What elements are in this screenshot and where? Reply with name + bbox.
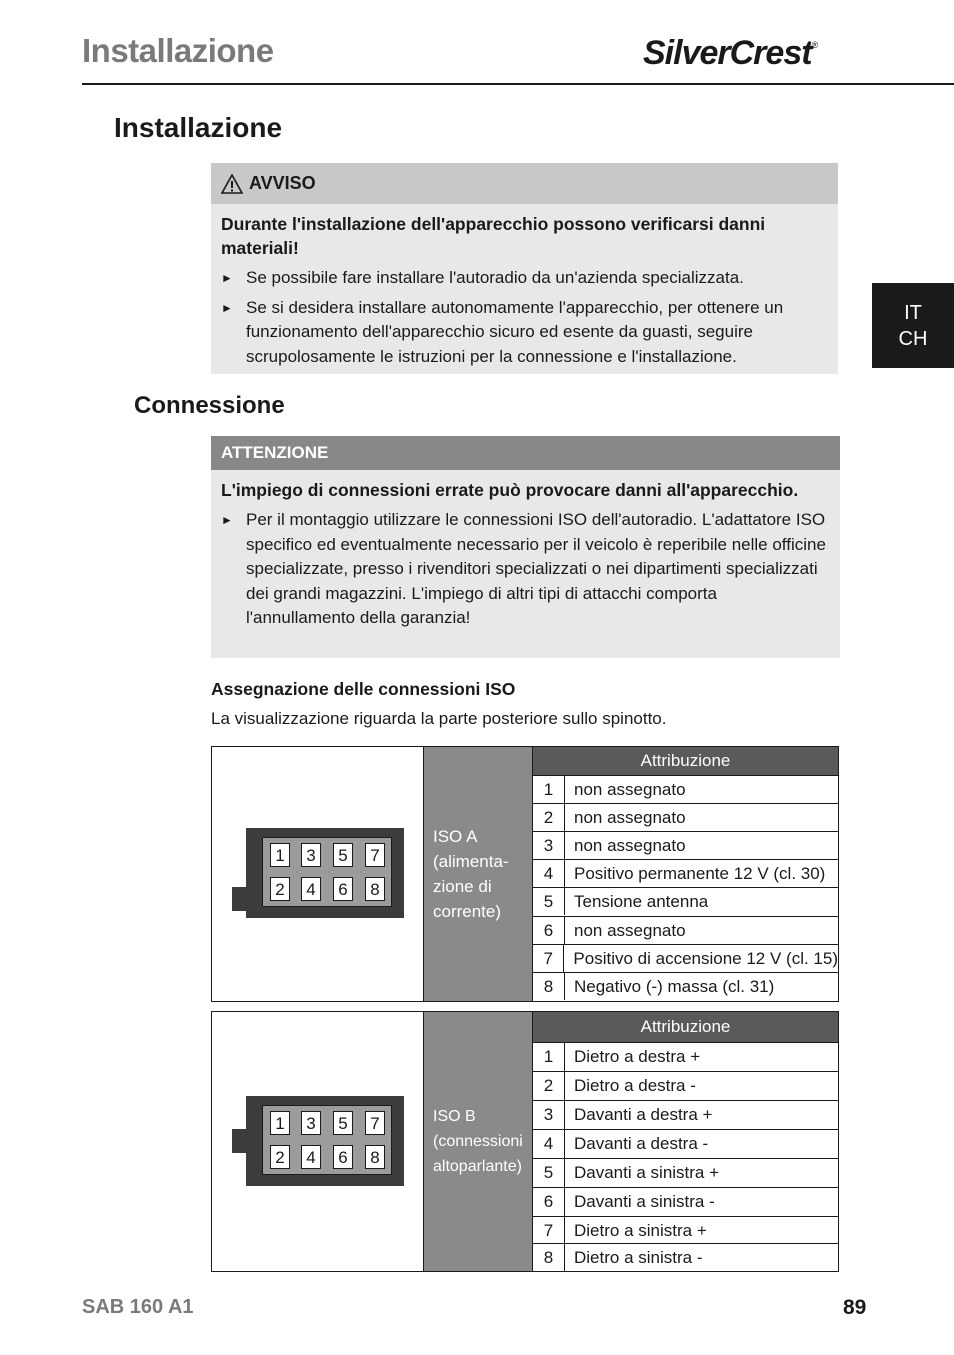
- row-number: 6: [533, 1188, 565, 1216]
- language-tab-ch: CH: [898, 328, 928, 350]
- row-number: 2: [533, 804, 565, 831]
- table-row: [533, 859, 838, 887]
- row-number: 4: [533, 860, 565, 887]
- iso-a-label: ISO A (alimenta-zione di corrente): [424, 747, 533, 1001]
- warning-header: [211, 163, 838, 204]
- warning-bold-text: Durante l'installazione dell'apparecchio possono verificarsi danni materiali!: [221, 214, 766, 258]
- row-text: Davanti a sinistra +: [574, 1163, 720, 1182]
- pin-label: 6: [333, 877, 353, 901]
- bullet-arrow-icon: ►: [221, 300, 233, 315]
- table-row: [533, 1216, 838, 1244]
- row-number: 6: [533, 917, 565, 944]
- row-text: Davanti a destra +: [574, 1105, 713, 1124]
- row-number: 2: [533, 1072, 565, 1100]
- table-row: [533, 1243, 838, 1271]
- iso-b-connector-cell: [212, 1012, 424, 1271]
- iso-assignment-description: La visualizzazione riguarda la parte posteriore sullo spinotto.: [211, 709, 667, 728]
- table-row: [533, 972, 838, 1000]
- table-row: [533, 775, 838, 803]
- brand-second: Crest: [729, 34, 812, 72]
- iso-b-table: [211, 1011, 839, 1272]
- row-text: Davanti a sinistra -: [574, 1192, 715, 1211]
- pin-label: 4: [301, 1145, 321, 1169]
- row-text: non assegnato: [574, 921, 686, 940]
- iso-b-attribution-header: Attribuzione: [533, 1012, 838, 1042]
- pin-label: 6: [333, 1145, 353, 1169]
- warning-box: [211, 163, 838, 374]
- row-number: 7: [533, 945, 564, 972]
- page-number: 89: [843, 1296, 867, 1319]
- pin-label: 7: [365, 843, 385, 867]
- iso-b-connector-diagram: [232, 1096, 404, 1186]
- row-number: 5: [533, 888, 565, 915]
- pin-label: 1: [270, 1111, 290, 1135]
- table-row: [533, 1129, 838, 1158]
- pin-label: 2: [270, 877, 290, 901]
- pin-label: 5: [333, 843, 353, 867]
- pin-label: 8: [365, 1145, 385, 1169]
- pin-label: 5: [333, 1111, 353, 1135]
- row-text: Positivo di accensione 12 V (cl. 15): [573, 949, 838, 968]
- iso-a-attribution-header: Attribuzione: [533, 747, 838, 775]
- pin-label: 7: [365, 1111, 385, 1135]
- iso-assignment-title: Assegnazione delle connessioni ISO: [211, 679, 516, 699]
- caution-header: ATTENZIONE: [211, 436, 840, 470]
- pin-label: 4: [301, 877, 321, 901]
- warning-bullet: [211, 266, 838, 291]
- table-row: [533, 1071, 838, 1100]
- row-number: 8: [533, 973, 565, 1000]
- warning-bullet-text: Se si desidera installare autonomamente l'apparecchio, per ottenere un funzionamento dell'apparecchio sicuro ed esente da guasti, seguire scrupolosamente le istruzioni per la connessione e l'installazione.: [246, 297, 784, 366]
- row-number: 1: [533, 1043, 565, 1071]
- iso-a-table: [211, 746, 839, 1002]
- warning-bullet-text: Se possibile fare installare l'autoradio da un'azienda specializzata.: [246, 268, 744, 287]
- connector-key: [232, 887, 252, 911]
- language-tab: [872, 283, 954, 368]
- caution-bold-text: L'impiego di connessioni errate può provocare danni all'apparecchio.: [221, 480, 799, 500]
- row-text: Dietro a sinistra +: [574, 1221, 707, 1240]
- table-row: [533, 1158, 838, 1187]
- caution-box: [211, 436, 840, 658]
- brand-main: Silver: [643, 34, 730, 72]
- header-title: Installazione: [82, 32, 274, 69]
- pin-label: 1: [270, 843, 290, 867]
- warning-bullet: [211, 296, 838, 370]
- row-text: Positivo permanente 12 V (cl. 30): [574, 864, 826, 883]
- connector-key: [232, 1129, 252, 1153]
- table-row: [533, 1042, 838, 1071]
- language-tab-it: IT: [904, 302, 922, 324]
- row-text: non assegnato: [574, 808, 686, 827]
- table-row: [533, 1100, 838, 1129]
- row-text: Davanti a destra -: [574, 1134, 709, 1153]
- row-number: 5: [533, 1159, 565, 1187]
- row-text: Dietro a destra +: [574, 1047, 701, 1066]
- pin-label: 2: [270, 1145, 290, 1169]
- table-row: [533, 1187, 838, 1216]
- warning-triangle-icon: [221, 174, 243, 194]
- subsection-title: Connessione: [134, 392, 285, 419]
- bullet-arrow-icon: ►: [221, 513, 233, 527]
- row-text: Dietro a sinistra -: [574, 1248, 703, 1267]
- section-title: Installazione: [114, 112, 283, 143]
- row-text: Negativo (-) massa (cl. 31): [574, 977, 775, 996]
- table-row: [533, 803, 838, 831]
- row-text: non assegnato: [574, 836, 686, 855]
- pin-label: 3: [301, 843, 321, 867]
- iso-a-connector-cell: [212, 747, 424, 1001]
- footer-model: SAB 160 A1: [82, 1296, 194, 1318]
- iso-a-connector-diagram: [232, 828, 404, 918]
- warning-label: AVVISO: [249, 173, 316, 193]
- table-row: [533, 887, 838, 915]
- row-number: 1: [533, 776, 565, 803]
- pin-label: 8: [365, 877, 385, 901]
- row-number: 3: [533, 832, 565, 859]
- row-number: 7: [533, 1217, 565, 1244]
- pin-label: 3: [301, 1111, 321, 1135]
- brand-logo: [643, 34, 817, 73]
- row-text: Tensione antenna: [574, 892, 709, 911]
- row-text: Dietro a destra -: [574, 1076, 696, 1095]
- iso-b-label: ISO B (connessioni altoparlante): [424, 1012, 533, 1271]
- brand-registered-mark: ®: [811, 40, 818, 50]
- caution-bullet-text: Per il montaggio utilizzare le connessioni ISO dell'autoradio. L'adattatore ISO specifico ed eventualmente necessario per il veicolo è reperibile nelle officine specializzate, presso i rivenditori specializzati o nei dipartimenti specializzati dei grandi magazzini. L'impiego di altri tipi di attacchi comporta l'annullamento della garanzia!: [246, 510, 826, 627]
- caution-bullet: [211, 508, 840, 631]
- row-number: 8: [533, 1244, 565, 1271]
- table-row: [533, 831, 838, 859]
- table-row: [533, 944, 838, 972]
- row-text: non assegnato: [574, 780, 686, 799]
- row-number: 4: [533, 1130, 565, 1158]
- row-number: 3: [533, 1101, 565, 1129]
- header-divider: [82, 83, 954, 85]
- bullet-arrow-icon: ►: [221, 271, 233, 285]
- table-row: [533, 916, 838, 944]
